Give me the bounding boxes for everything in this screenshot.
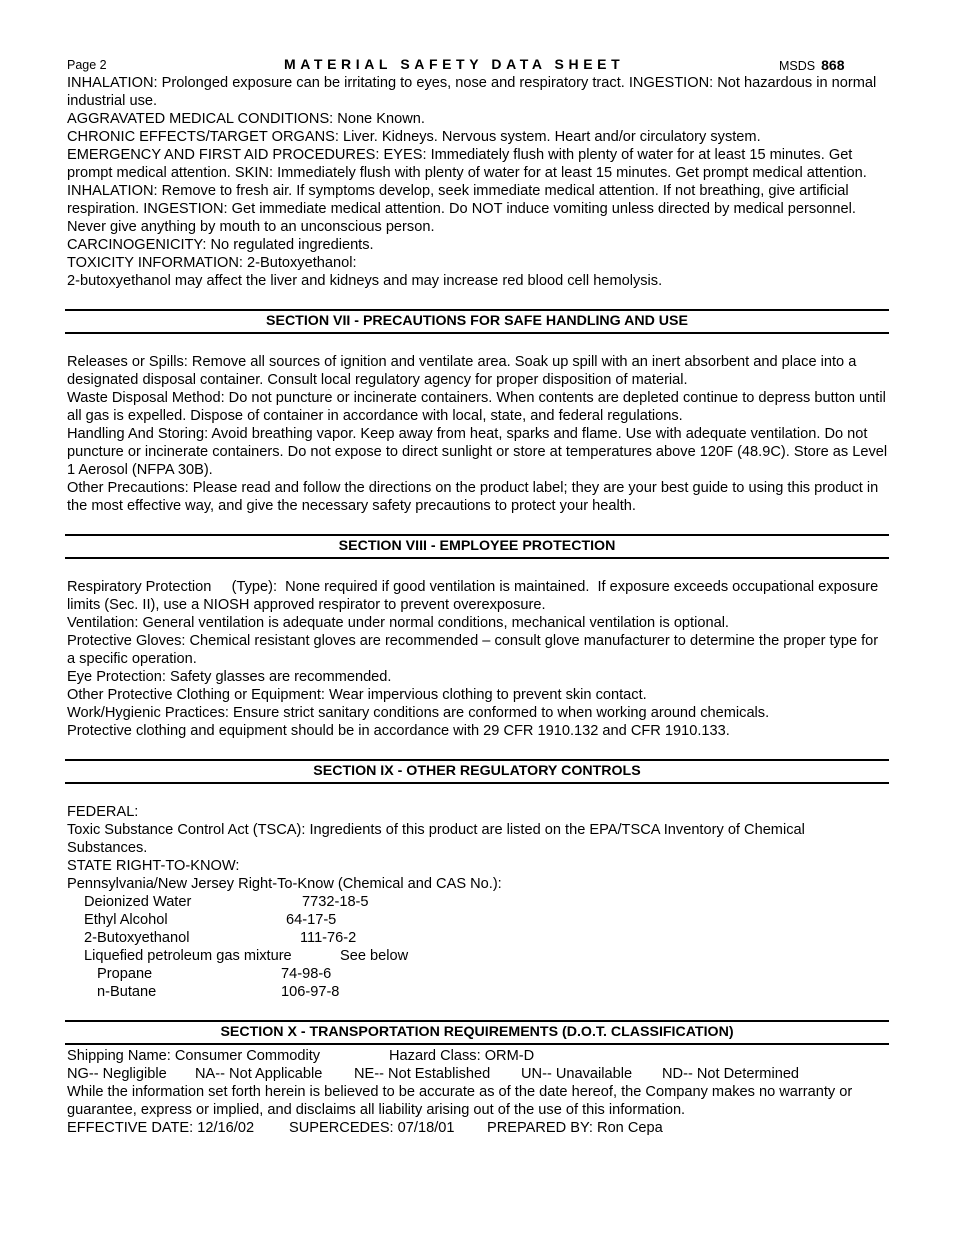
page-header [67, 56, 889, 74]
table-row [67, 911, 889, 929]
health-hazard-block [67, 74, 889, 290]
msds-page [67, 56, 889, 1137]
table-row [67, 893, 889, 911]
cfr-compliance-text: Protective clothing and equipment should be in accordance with 29 CFR 1910.132 and CFR 1910.133. [67, 723, 730, 739]
section-viii-heading: SECTION VIII - EMPLOYEE PROTECTION [65, 534, 889, 559]
chemical-name: Ethyl Alcohol [84, 912, 168, 928]
hazard-class: Hazard Class: ORM-D [389, 1048, 535, 1064]
cas-number: See below [340, 948, 409, 964]
section-x-body [67, 1047, 889, 1137]
inhalation-text: INHALATION: Prolonged exposure can be irritating to eyes, nose and respiratory tract. INGESTION: Not hazardous in normal industrial use. [67, 75, 877, 109]
chemical-name: 2-Butoxyethanol [84, 930, 190, 946]
protective-clothing-text: Other Protective Clothing or Equipment: Wear impervious clothing to prevent skin contact. [67, 687, 647, 703]
document-title: MATERIAL SAFETY DATA SHEET [284, 56, 625, 72]
section-vii-heading: SECTION VII - PRECAUTIONS FOR SAFE HANDLING AND USE [65, 309, 889, 334]
cas-number: 111-76-2 [300, 930, 357, 946]
abbrev-nd: ND-- Not Determined [662, 1066, 800, 1082]
eye-protection-text: Eye Protection: Safety glasses are recommended. [67, 669, 392, 685]
chemical-name: n-Butane [97, 984, 157, 1000]
chemical-name: Propane [97, 966, 153, 982]
disclaimer-text: While the information set forth herein is believed to be accurate as of the date hereof, the Company makes no warranty or guarantee, express or implied, and disclaims all liability arising out of the use of this information. [67, 1084, 853, 1118]
aggravated-conditions-text: AGGRAVATED MEDICAL CONDITIONS: None Known. [67, 111, 425, 127]
table-row [67, 965, 889, 983]
other-precautions-text: Other Precautions: Please read and follow the directions on the product label; they are your best guide to using this product in the most effective way, and give the necessary safety precautions to protect your health. [67, 480, 879, 514]
carcinogenicity-text: CARCINOGENICITY: No regulated ingredients. [67, 237, 374, 253]
cas-number: 74-98-6 [281, 966, 332, 982]
section-vii-body [67, 353, 889, 515]
table-row [67, 947, 889, 965]
abbrev-na: NA-- Not Applicable [195, 1066, 323, 1082]
federal-label: FEDERAL: [67, 804, 139, 820]
abbrev-ne: NE-- Not Established [354, 1066, 491, 1082]
hygienic-practices-text: Work/Hygienic Practices: Ensure strict sanitary conditions are conformed to when working around chemicals. [67, 705, 770, 721]
waste-disposal-text: Waste Disposal Method: Do not puncture or incinerate containers. When contents are depleted continue to depress button until all gas is expelled. Dispose of container in accordance with local, state, and federal regulations. [67, 390, 886, 424]
chemical-name: Deionized Water [84, 894, 192, 910]
state-label: STATE RIGHT-TO-KNOW: [67, 858, 240, 874]
cas-number: 64-17-5 [286, 912, 337, 928]
abbrev-ng: NG-- Negligible [67, 1066, 167, 1082]
dates-row [67, 1119, 889, 1137]
effective-date: EFFECTIVE DATE: 12/16/02 [67, 1120, 255, 1136]
pa-nj-text: Pennsylvania/New Jersey Right-To-Know (Chemical and CAS No.): [67, 876, 502, 892]
tsca-text: Toxic Substance Control Act (TSCA): Ingredients of this product are listed on the EPA/TSCA Inventory of Chemical Substances. [67, 822, 805, 856]
cas-number: 106-97-8 [281, 984, 340, 1000]
abbreviations-row [67, 1065, 889, 1083]
shipping-name: Shipping Name: Consumer Commodity [67, 1048, 321, 1064]
protective-gloves-text: Protective Gloves: Chemical resistant gloves are recommended – consult glove manufacturer to determine the proper type for a specific operation. [67, 633, 879, 667]
section-ix-body [67, 803, 889, 1001]
ventilation-text: Ventilation: General ventilation is adequate under normal conditions, mechanical ventilation is optional. [67, 615, 729, 631]
toxicity-text: 2-butoxyethanol may affect the liver and kidneys and may increase red blood cell hemolysis. [67, 273, 663, 289]
table-row [67, 929, 889, 947]
section-viii-body [67, 578, 889, 740]
chemical-table [67, 893, 889, 1001]
prepared-by: PREPARED BY: Ron Cepa [487, 1120, 663, 1136]
section-ix-heading: SECTION IX - OTHER REGULATORY CONTROLS [65, 759, 889, 784]
supercedes-date: SUPERCEDES: 07/18/01 [289, 1120, 455, 1136]
msds-number: MSDS 868 [779, 57, 845, 73]
page-number: Page 2 [67, 58, 107, 72]
handling-storing-text: Handling And Storing: Avoid breathing vapor. Keep away from heat, sparks and flame. Use with adequate ventilation. Do not puncture or incinerate containers. Do not expose to direct sunlight or store at temperatures above 120F (48.9C). Store as Level 1 Aerosol (NFPA 30B). [67, 426, 888, 478]
respiratory-protection-text: Respiratory Protection (Type): None required if good ventilation is maintained. If exposure exceeds occupational exposure limits (Sec. II), use a NIOSH approved respirator to prevent overexposure. [67, 579, 883, 613]
cas-number: 7732-18-5 [302, 894, 369, 910]
chemical-name: Liquefied petroleum gas mixture [84, 948, 292, 964]
first-aid-text: EMERGENCY AND FIRST AID PROCEDURES: EYES: Immediately flush with plenty of water for at least 15 minutes. Get prompt medical attention. SKIN: Immediately flush with plenty of water for at least 15 minutes. Get prompt medical attention. INHALATION: Remove to fresh air. If symptoms develop, seek immediate medical attention. If not breathing, give artificial respiration. INGESTION: Get immediate medical attention. Do NOT induce vomiting unless directed by medical personnel. Never give anything by mouth to an unconscious person. [67, 147, 867, 235]
shipping-row [67, 1047, 889, 1065]
table-row [67, 983, 889, 1001]
section-x-heading: SECTION X - TRANSPORTATION REQUIREMENTS (D.O.T. CLASSIFICATION) [65, 1020, 889, 1045]
releases-spills-text: Releases or Spills: Remove all sources of ignition and ventilate area. Soak up spill with an inert absorbent and place into a designated disposal container. Consult local regulatory agency for proper disposition of material. [67, 354, 857, 388]
abbrev-un: UN-- Unavailable [521, 1066, 633, 1082]
chronic-effects-text: CHRONIC EFFECTS/TARGET ORGANS: Liver. Kidneys. Nervous system. Heart and/or circulatory system. [67, 129, 761, 145]
toxicity-heading: TOXICITY INFORMATION: 2-Butoxyethanol: [67, 255, 357, 271]
